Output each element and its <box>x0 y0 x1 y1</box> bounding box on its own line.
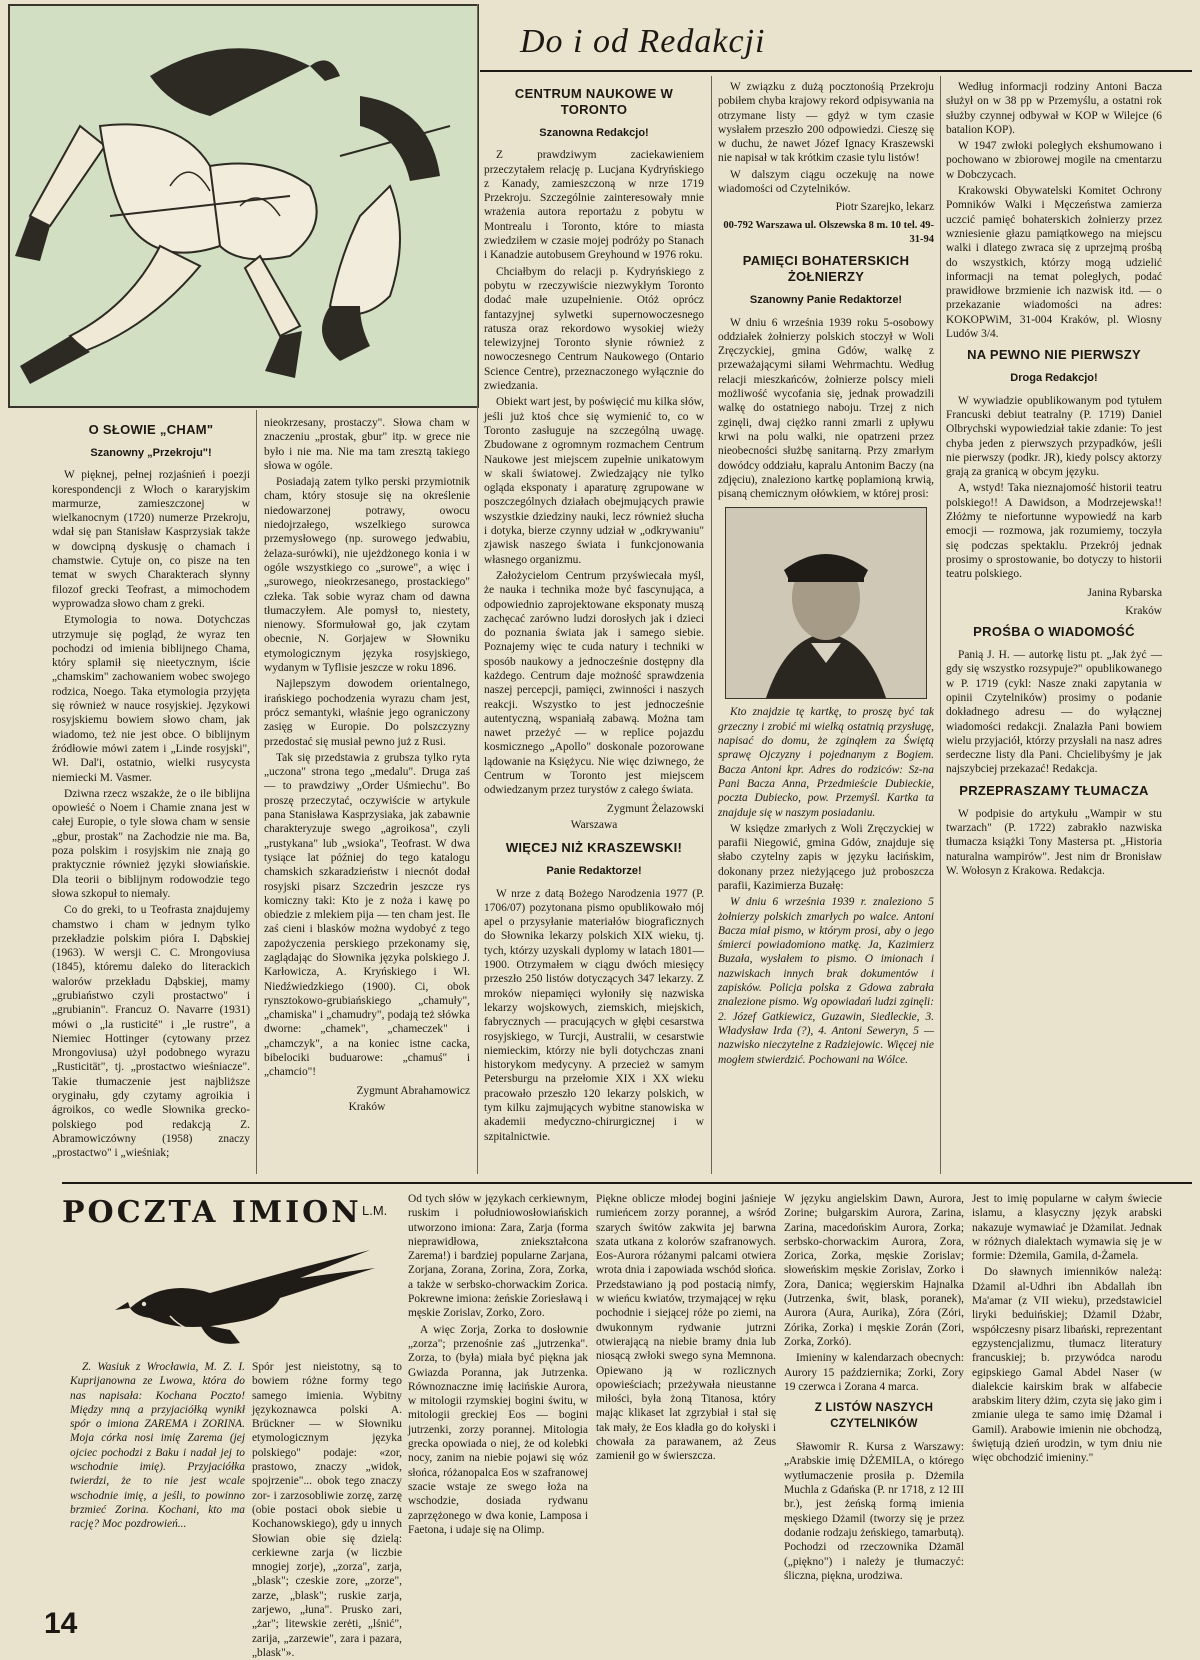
poczta-col1 <box>70 1360 245 1626</box>
paragraph: A więc Zorja, Zorka to dosłownie „zorza"; przenośnie zaś „jutrzenka". Zorza, to (była) miała być piękna jak Gwiazda Poranna, jak Jutrzenka. Równoznaczne imię łacińskie Aurora, w mitologii rzymskiej bogini świtu, w mitologii greckiej Eos — bogini jutrzenki, zorzy porannej. Mitologia grecka opowiada o niej, że od kolebki nocy, zanim na niebie pojawi się wóz słońca, różanopalca Eos w szafranowej szacie wstaje ze swego łoża na wschodzie, dosiada rydwanu zaprzężonego w dwa konie, Lamposa i Faetona, i udaje się na Olimp. <box>408 1323 588 1536</box>
paragraph: Chciałbym do relacji p. Kydryńskiego z pobytu w rzeczywiście niezwykłym Toronto dodać małe uzupełnienie. Otóż oprócz fantazyjnej sylwetki supernowoczesnego ratusza oraz rekordowo wysokiej wieży telewizyjnej Toronto słynie również z nowoczesnego Centrum Naukowego (Ontario Science Centre), przeznaczonego wyłącznie do zwiedzania. <box>484 265 704 393</box>
column-divider <box>711 76 712 1174</box>
paragraph: Jest to imię popularne w całym świecie islamu, a klasyczny język arabski nakazuje wymawiać je Dżamilat. Jednak w różnych dialektach wymawia się je w formie: Dżemila, Gamila, d-Żamela. <box>972 1193 1162 1263</box>
paragraph: Założycielom Centrum przyświecała myśl, że nauka i technika może być fascynująca, a odpowiednio zaprojektowane eksponaty muszą zachęcać zarówno ludzi dorosłych jak i dzieci do poznania świata jak i samego siebie. Poznajemy więc te cuda natury i techniki w sposób naukowy a jednocześnie dostępny dla każdego. Centrum daje możność sprawdzenia naszej percepcji, pamięci, zwinności i naszych reakcji. Wszystko to jest jednocześnie autentyczną, wspaniałą zabawą. Można tam nawet przeżyć — w replice pojazdu kosmicznego „Apollo" doskonale pozorowane lądowanie na Księżycu. Nie więc dziwnego, że Centrum w Toronto jest miejscem odwiedzanym przez turystów z całego świata. <box>484 569 704 797</box>
author-place: Kraków <box>1125 604 1162 617</box>
paragraph: Z prawdziwym zaciekawieniem przeczytałem relację p. Lucjana Kydryńskiego z Kanady, zamieszczoną w nrze 1719 Przekroju. Szczególnie zainteresowały mnie wrażenia autora reportażu z pobytu w Montrealu i Toronto, które to miasta zwiedziłem w czasie mojej podróży po Stanach i Kanadzie autobusem Greyhound w 1976 roku. <box>484 149 704 262</box>
photo-caption: Kto znajdzie tę kartkę, to proszę być tak grzeczny i zrobić mi wielką ostatnią przysługę, napisać do domu, że zginąłem za Świętą sprawę Ojczyzny i pojednanym z Bogiem. Bacza Antoni kpr. Adres do rodziców: Sz-na Pani Bacza Anna, Przedmieście Dubieckie, poczta Dubiecko, pow. Przemyśl. Kartka ta znajduje się w naszym posiadaniu. <box>718 706 934 819</box>
paragraph: Do sławnych imienników należą: Dżamil al-Udhri ibn Abdallah ibn Ma'amar (z VII wieku), przedstawiciel liryki beduińskiej; Dżamil Dżabr, współczesny pisarz libański, reprezentant egzystencjalizmu, tłumacz literatury francuskiej; b. przywódca narodu egipskiego Gamal Abdel Naser (w dialekcie kairskim brak w alfabecie arabskim litery dżim, czyta się jako gim i zmianie ulega te samo imię Dżamal i Gamil). Arabowie imienin nie obchodzą, świętują dzień urodzin, w tym dniu nie więc obchodzić imieniny." <box>972 1266 1162 1465</box>
column-4 <box>718 80 934 1172</box>
paragraph: W wywiadzie opublikowanym pod tytułem Francuski debiut teatralny (P. 1719) Daniel Olbrychski wypowiedział takie zdanie: To jest chyba jeden z pierwszych przypadków, jeśli nie pierwszy (podkr. JR), kiedy polscy aktorzy grają za granicą w obcym języku. <box>946 394 1162 479</box>
paragraph: W nrze z datą Bożego Narodzenia 1977 (P. 1706/07) pozytonana pismo opublikowało mój apel o przysyłanie materiałów biograficznych do Słownika lekarzy polskich XIX wieku, tj. tych, którzy uzyskali dyplomy w latach 1801—1900. Otrzymałem w ciągu dwóch miesięcy przeszło 250 listów dotyczących 347 lekarzy. Z mroków niepamięci wyłoniły się nazwiska lekarzy wojskowych, ziemskich, miejskich, fabrycznych — pracujących w głębi cesarstwa rosyjskiego, w Turcji, Australii, w cesarstwie niemieckim, którzy nie byli dotychczas znani historykom medycyny. A przecież w samym Petersburgu na przełomie XIX i XX wieku pracowało przeszło 120 lekarzy polskich, w tym kilku zajmujących wybitne stanowiska w akademii medyczno-chirurgicznej i w szpitalnictwie. <box>484 887 704 1143</box>
dancer-illustration <box>10 6 477 406</box>
paragraph: Z. Wasiuk z Wrocławia, M. Z. I. Kuprijanowna ze Lwowa, która do nas napisała: Kochana Poczto! Między mną a przyjaciółką wynikł spór o imiona ZAREMA i ZORINA. Moja córka nosi imię Zarema (jej ojciec pochodzi z Baku i nadał jej to wschodnie imię). Przyjaciółka twierdzi, że to nie jest wcale wschodnie imię, a jeśli, to powinno brzmieć Zorina. Kochani, kto ma rację? Moc pozdrowień... <box>70 1361 245 1531</box>
author-address: 00-792 Warszawa ul. Olszewska 8 m. 10 tel. 49-31-94 <box>723 219 934 245</box>
soldier-photo <box>725 507 927 699</box>
author-signature: Piotr Szarejko, lekarz <box>835 201 934 214</box>
paragraph: Krakowski Obywatelski Komitet Ochrony Pomników Walki i Męczeństwa zamierza uczcić pamięć bohaterskich żołnierzy przez wzniesienie głazu pamiątkowego na miejscu walki i dlatego zwraca się z uprzejmą prośbą do wszystkich, którzy mogą udzielić informacji na temat poległych, podać prawidłowe brzmienie ich nazwisk itd. — o przekazanie wiadomości na adres: KOKOPWiM, 31-004 Kraków, pl. Wiosny Ludów 3/4. <box>946 185 1162 341</box>
article-greeting: Szanowna Redakcjo! <box>539 127 649 139</box>
column-3 <box>484 80 704 1172</box>
paragraph: W dniu 6 września 1939 roku 5-osobowy oddziałek żołnierzy polskich stoczył w Woli Zręczyckiej, gmina Gdów, walkę z przeważającymi siłami Wehrmachtu. Według relacji mieszkańców, żołnierze polscy mieli możliwość wycofania się, jednak prowadzili walkę do ostatniego naboju. Trzej z nich zginęli, dwaj ciężko ranni zmarli z upływu krwi na polu walki, nie opatrzeni przez nieobecności służbę sanitarną. Przy zmarłym dowódcy oddziału, kapralu Antonim Baczy (na zdjęciu), znaleziono kartkę poplamioną krwią, pisaną chemicznym ołówkiem, w której prosi: <box>718 316 934 501</box>
paragraph: Imieniny w kalendarzach obecnych: Aurory 15 października; Zorki, Zory 19 czerwca i Zorana 4 marca. <box>784 1352 964 1393</box>
paragraph: W księdze zmarłych z Woli Zręczyckiej w parafii Niegowić, gmina Gdów, znajduje się słabo czytelny zapis w języku łacińskim, dokonany przez nieżyjącego już proboszcza parafii, Kazimierza Buzałę: <box>718 822 934 892</box>
author-signature: Zygmunt Abrahamowicz <box>356 1084 470 1097</box>
article-title: NA PEWNO NIE PIERWSZY <box>967 347 1141 363</box>
paragraph: A, wstyd! Taka nieznajomość historii teatru polskiego!! A Dawidson, a Modrzejewska!! Złóżmy te niefortunne wypowiedź na karb emocji — rozmowa, jak rozumiemy, toczyła się podczas spektaklu. Przekrój jednak prosimy o sprostowanie, bo dotyczy to historii teatru polskiego. <box>946 482 1162 581</box>
author-signature: Janina Rybarska <box>1087 586 1162 599</box>
article-greeting: Szanowny „Przekroju"! <box>90 447 212 459</box>
section-divider <box>62 1182 1192 1184</box>
paragraph: W 1947 zwłoki poległych ekshumowano i pochowano w zbiorowej mogile na cmentarzu w Dobczycach. <box>946 140 1162 181</box>
paragraph: Według informacji rodziny Antoni Bacza służył on w 38 pp w Przemyślu, a ostatni rok służby czynnej odbywał w KOP w Wilejce (6 batalion KOP). <box>946 81 1162 136</box>
poczta-col6 <box>972 1192 1162 1638</box>
poczta-col4 <box>596 1192 776 1638</box>
soldier-portrait <box>726 508 926 698</box>
column-5 <box>946 80 1162 1172</box>
poczta-col5 <box>784 1192 964 1638</box>
poczta-col2 <box>252 1360 402 1659</box>
paragraph: W dniu 6 września 1939 r. znaleziono 5 żołnierzy polskich zmarłych po walce. Antoni Bacza miał pismo, w którym prosi, aby o jego śmierci powiadomiono matkę. Ja, Kazimierz Buzała, wysłałem to pismo. O imionach i nazwiskach innych brak dokumentów i zapisków. Policja polska z Gdowa zabrała znalezione pismo. Wg opowiadań ludzi zginęli: 2. Józef Gatkiewicz, Guzawin, Siedleckie, 3. Władysław Irda (?), 4. Antoni Seweryn, 5 — nazwisko nieczytelne z Radziejowic. Więcej nie mogłem stwierdzić. Pochowani na Wólce. <box>718 896 934 1066</box>
paragraph: Etymologia to nowa. Dotychczas utrzymuje się pogląd, że wyraz ten pochodzi od imienia biblijnego Chama, który splamił się nieetycznym, iście „chamskim" zachowaniem wobec swojego rodzica, Noego. Taka etymologia przyjęta się również w nauce rosyjskiej. Językowi rosyjskiemu bowiem słowo cham, jak wiadomo, też nie jest obce. O biblijnym źródłowie mówi zatem i „Linde rosyjski", Wł. Dal'i, ostatnio, wielki rusycysta niemiecki M. Vasmer. <box>52 614 250 784</box>
paragraph: Panią J. H. — autorkę listu pt. „Jak żyć — gdy się wszystko rozsypuje?" opublikowanego w P. 1719 (cykl: Nasze znaki zapytania w opinii Czytelników) prosimy o podanie dokładnego adresu — do wyłącznej wiadomości redakcji. Znalazła Pani bowiem wielu przyjaciół, którzy przysłali na nasz adres serdeczne listy dla Pani. Chcielibyśmy je jak najszybciej przekazać! Redakcja. <box>946 649 1162 776</box>
author-signature: Zygmunt Żelazowski <box>606 802 704 815</box>
paragraph: W podpisie do artykułu „Wampir w stu twarzach" (P. 1722) zabrakło nazwiska tłumacza książki Tony Mastersa pt. „Historia naturalna wampirów". Jest nim dr Bronisław W. Wołosyn z Krakowa. Redakcja. <box>946 807 1162 877</box>
paragraph: Co do greki, to u Teofrasta znajdujemy chamstwo i cham w jednym tylko przekładzie polskim pióra I. Dąbskiej (1963). W wersji C. C. Mrongoviusa (1845), któremu daleko do literackich walorów przekładu Dąbskiej, mamy „grubiaństwo czyli prostactwo" i „grubianin". Francuz O. Navarre (1931) mówi o „la rusticité" i „le rustre", a Niemiec Hottinger (cytowany przez Mrongoviusa) użył podobnego wyrazu „Rusticität", tj. „prostactwo wieśniacze". Takie tłumaczenie jest najbliższe oryginału, gdy czytamy agroikia i ágroikos, co wedle Słownika grecko-polskiego pod redakcją Z. Abramowiczówny (1958) znaczy „prostactwo" i „wieśniak; <box>52 904 250 1160</box>
article-greeting: Szanowny Panie Redaktorze! <box>749 294 903 307</box>
illustration-frame <box>8 4 479 408</box>
article-greeting: Panie Redaktorze! <box>546 865 642 878</box>
column-divider <box>256 410 257 1174</box>
paragraph: Tak się przedstawia z grubsza tylko ryta „uczona" strona tego „medalu". Druga zaś — to prawdziwy „Order Uśmiechu". Bo proszę przeczytać, oczywiście w artykule pana Stanisława Kasprzysiaka, jak zabawnie charakteryzuje swego „agroikosa", czyli „rustykana" lub „wsioka", Teofrast. W dwa tysiące lat później do tego katalogu chamskich szkaradzieństw i niecnót dodał rosyjski pisarz Szczedrin jeszcze rys komiczny taki: Kto je z noża i kawę po obiedzie z mlekiem pija — ten cham jest. Ile zaś cieni i blasków można wydobyć z tego zapożyczenia perskiego przekonamy się, zaglądając do Słownika języka polskiego J. Karłowicza, A. Kryńskiego i Wł. Niedźwiedzkiego (1900). Ci, obok rynsztokowo-grubiańskiego „chamuły", „chamiska" i „chamudry", podają też słówka dworne: „chamek", „chameczek" i „chamczyk", a na koniec istne cacka, bibelociki buduarowe: „chamuś" i „chamcio"! <box>264 751 470 1079</box>
paragraph: W języku angielskim Dawn, Aurora, Zorine; bułgarskim Aurora, Zarina, Zarina, macedońskim Aurora, Zorka; serbsko-chorwackim Aurora, Zora, Zorica, Zorka, męskie Zorislav; słoweńskim męskie Zorislav, Zorko i Zora, Danica; węgierskim Hajnalka (Jutrzenka, świt, blask, poranek), Aurora (Aura, Aurika), Zóra (Zóri, Zórika, Zorka) i męskie Zorán (Zori, Zorka, Zorkó). <box>784 1193 964 1348</box>
article-cham-col1 <box>52 416 250 1176</box>
bird-illustration <box>70 1238 386 1358</box>
column-divider <box>477 4 478 1174</box>
article-title: PAMIĘCI BOHATERSKICH ŻOŁNIERZY <box>742 253 910 285</box>
paragraph: Spór jest nieistotny, są to bowiem różne formy tego samego imienia. Wybitny językoznawca polski A. Brückner — w Słowniku etymologicznym języka polskiego" podaje: «zor, prastowo, znaczy „widok, spojrzenie"... obok tego znaczy zor- i zarzosobliwie zorzę, zarzę (obie postaci obok siebie u Kochanowskiego), gdy u innych Słowian obie się dzielą: cerkiewne zarja (w liczbie mnogiej zorje), „zorza", zarja, „blask"; czeskie zore, „zorze", zarze, „blask"; ruskie zarja, zarjewo, „łuna". Prusko zari, „żar"; litewskie zerėti, „lśnić", zarija, „zarzewie", zara i pazara, „blask"». <box>252 1361 402 1659</box>
paragraph: Najlepszym dowodem orientalnego, irańskiego pochodzenia wyrazu cham jest, prócz semantyki, właśnie jego ograniczony zasięg w Europie. Do polszczyzny przedostać się musiał pewno już z Rusi. <box>264 678 470 748</box>
subsection-title: Z LISTÓW NASZYCH CZYTELNIKÓW <box>814 1402 934 1431</box>
article-title: CENTRUM NAUKOWE W TORONTO <box>514 86 674 117</box>
poczta-col3 <box>408 1192 588 1638</box>
column-divider <box>940 76 941 1174</box>
article-title: PRZEPRASZAMY TŁUMACZA <box>959 782 1149 798</box>
article-cham-col2 <box>264 416 470 1178</box>
paragraph: Posiadają zatem tylko perski przymiotnik cham, który stosuje się na określenie niedowarzonej potrawy, owocu niedojrzałego, wszelkiego surowca przemysłowego (np. surowego jedwabiu, żelaza-surówki), nie ujeżdżonego konia i w ogóle wszystkiego co „surowe", a więc i „surowego, nieokrzesanego, prostackiego" człeka. Tak sobie wyraz cham od dawna tłumaczyłem. Ale pomysł to, niestety, nienowy. Sformułował go, jak czytam obecnie, N. Gorjajew w Słowniku etymologicznym języka rosyjskiego, wydanym w Tyflisie jeszcze w roku 1896. <box>264 476 470 675</box>
article-greeting: Droga Redakcjo! <box>1010 372 1098 385</box>
author-place: Kraków <box>348 1100 386 1113</box>
paragraph: W pięknej, pełnej rozjaśnień i poezji korespondencji z Włoch o kararyjskim marmurze, zamieszczonej w wielkanocnym (1720) numerze Przekroju, wdał się pan Stanisław Kasprzysiak także w dowcipną dyskusję o chamach i chamstwie. Cytuje on, co pisze na ten temat w swych Charakterach słynny filozof grecki Teofrast, a mimochodem wyprowadza słowo cham z greki. <box>52 469 250 610</box>
article-title: O SŁOWIE „CHAM" <box>88 422 214 437</box>
article-title: PROŚBA O WIADOMOŚĆ <box>973 624 1135 640</box>
paragraph: Od tych słów w językach cerkiewnym, ruskim i południowosłowiańskich utworzono imiona: Zara, Zarja (forma nieprawidłowa, zniekształcona Zarema!) i bardziej popularne Zarjana, Zorjana, Zorana, Zorina, Zora, Zorka, a także w serbsko-chorwackim Zorica. Pokrewne imiona: żeńskie Zoriesławą i męskie Zorislav, Zorko, Zoro. <box>408 1193 588 1320</box>
paragraph: Obiekt wart jest, by poświęcić mu kilka słów, jeśli już ktoś chce się wymienić to, co w Toronto zasługuje na szczególną uwagę. Zbudowane z ogromnym rozmachem Centrum Naukowe jest miejscem zupełnie unikatowym w skali światowej. Zwiedzający nie tylko ogląda eksponaty i aparaturę zgrupowane w poszczególnych działach obejmujących prawie wszystkie dziedziny nauki, lecz również słucha i dotyka, bierze czynny udział w „odkrywaniu" zjawisk naszego świata i funkcjonowania własnego organizmu. <box>484 396 704 566</box>
poczta-title: POCZTA IMION <box>62 1195 362 1230</box>
article-title: WIĘCEJ NIŻ KRASZEWSKI! <box>505 840 683 856</box>
header-rule <box>480 70 1192 72</box>
paragraph: Dziwna rzecz wszakże, że o ile biblijna opowieść o Noem i Chamie znana jest w całej Europie, o tyle słowa cham w sensie „gbur, prostak" na Zachodzie nie ma. Ba, poza polskim i rosyjskim nie znają go praktycznie również języki słowiańskie. Dla teorii o biblijnym rodowodzie tego słowa szkopuł to niemały. <box>52 787 250 900</box>
paragraph: W dalszym ciągu oczekuję na nowe wiadomości od Czytelników. <box>718 168 934 196</box>
poczta-author: L.M. <box>362 1203 388 1218</box>
paragraph: nieokrzesany, prostaczy". Słowa cham w znaczeniu „prostak, gbur" itp. w grece nie było i nie ma. Nie ma tam zresztą takiego słowa w ogóle. <box>264 417 470 472</box>
paragraph: Sławomir R. Kursa z Warszawy: „Arabskie imię DŻEMILA, o którego wytłumaczenie prosiła p. Dżemila Muchla z Gdańska (P. nr 1718, z 12 III br.), jest żeńską formą imienia męskiego Dżamil (tworzy się je przez dodanie rodzaju żeńskiego, tamarbutą). Pochodzi od rzeczownika Dżamāl („piękno") i należy je tłumaczyć: śliczna, piękna, urodziwa. <box>784 1441 964 1582</box>
paragraph: Piękne oblicze młodej bogini jaśnieje rumieńcem zorzy porannej, a wśród szarych świtów zakwita jej barwna szata utkana z kolorów szafranowych. Eos-Aurora różanymi palcami otwiera wrota dnia i zapowiada wschód słońca. Przedstawiano ją pod postacią nimfy, w wieńcu kwiatów, trzymającej w ręku pochodnie i siejącej róże po ziemi, na dwukonnym rydwanie jutrzni otwierającą na niebie bramy dnia lub niosącą zwłoki swego syna Memnona. Opiewano ją w rozlicznych opowieściach; przeżywała nieustanne miłości, była żoną Titanosa, który mając klikaset lat zgrzybiał i stał się tak mały, że Eos kładła go do kołyski i chowała za parawanem, aż Zeus zamienił go w świerszcza. <box>596 1193 776 1463</box>
section-header-title: Do i od Redakcji <box>520 23 766 60</box>
page-number: 14 <box>44 1607 78 1640</box>
author-place: Warszawa <box>570 818 618 831</box>
paragraph: W związku z dużą pocztonośią Przekroju pobiłem chyba krajowy rekord odpisywania na otrzymane listy — gdyż w tym czasie wysłałem przeszło 200 odpowiedzi. Cieszę się w duchu, że nawet Józef Ignacy Kraszewski nie napisał w tak krótkim czasie tylu listów! <box>718 81 934 165</box>
